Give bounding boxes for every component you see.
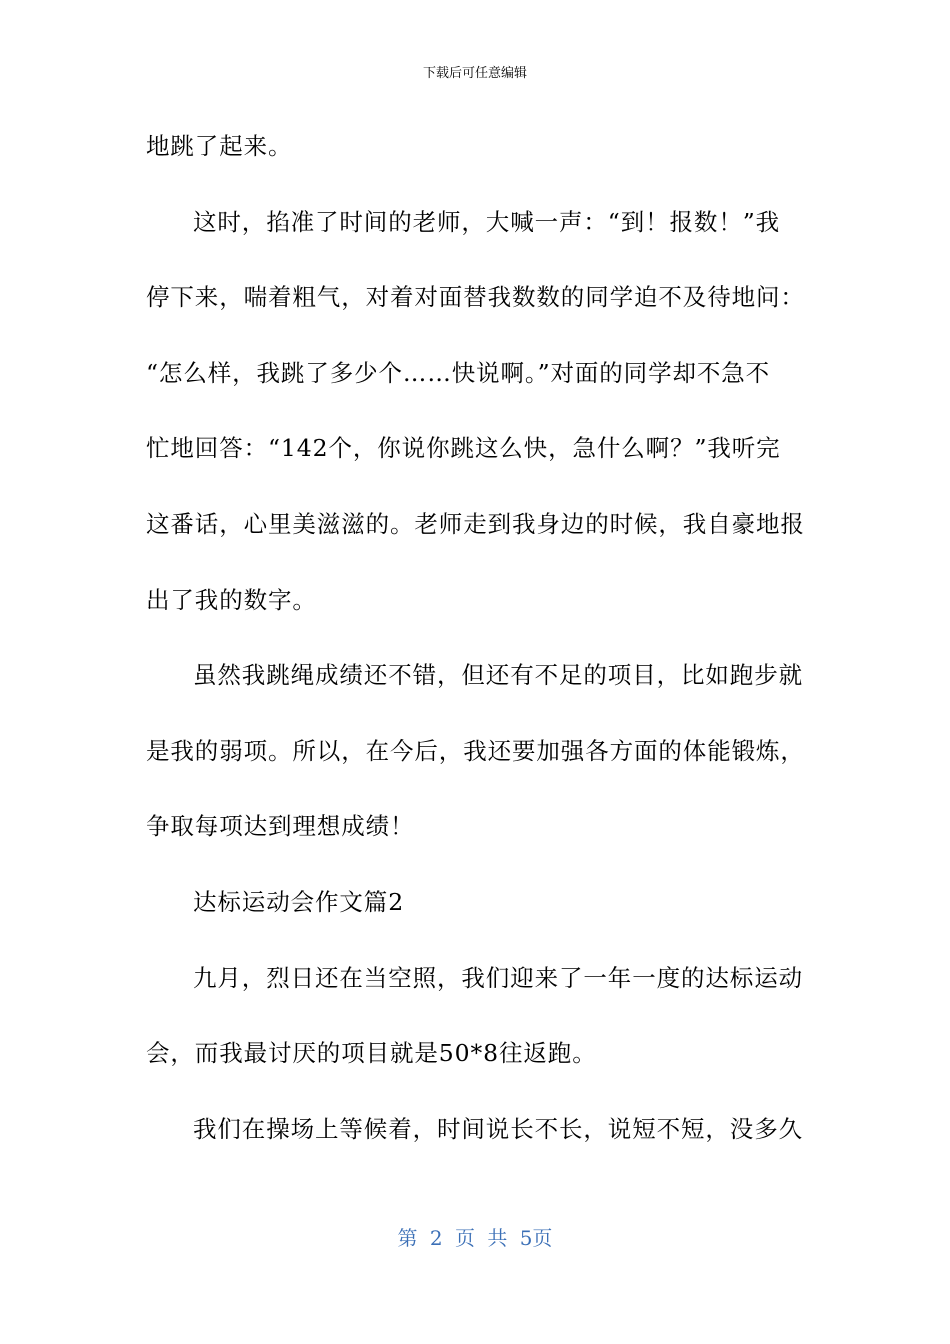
text-line: 地跳了起来。	[146, 132, 293, 160]
text-line: 出了我的数字。	[146, 585, 317, 614]
text-line: 停下来，喘着粗气，对着对面替我数数的同学迫不及待地问：	[146, 283, 805, 312]
text-line: 我们在操场上等候着，时间说长不长，说短不短，没多久	[193, 1114, 803, 1143]
text-line: 忙地回答：“142个，你说你跳这么快，急什么啊？”我听完	[146, 434, 781, 463]
text-line: 争取每项达到理想成绩！	[146, 812, 415, 841]
section-heading: 达标运动会作文篇2	[193, 887, 405, 916]
text-line: 这番话，心里美滋滋的。老师走到我身边的时候，我自豪地报	[146, 509, 805, 538]
text-line: “怎么样，我跳了多少个……快说啊。”对面的同学却不急不	[146, 358, 771, 387]
text-line: 九月，烈日还在当空照，我们迎来了一年一度的达标运动	[193, 963, 803, 992]
text-line: 这时，掐准了时间的老师，大喊一声：“到！报数！”我	[193, 207, 781, 236]
page-footer: 第 2 页 共 5页	[397, 1226, 553, 1250]
text-line: 会，而我最讨厌的项目就是50*8往返跑。	[146, 1039, 597, 1068]
page-header: 下载后可任意编辑	[422, 66, 527, 81]
text-line: 是我的弱项。所以，在今后，我还要加强各方面的体能锻炼，	[146, 736, 805, 765]
text-line: 虽然我跳绳成绩还不错，但还有不足的项目，比如跑步就	[193, 661, 803, 690]
document-body	[146, 116, 805, 1174]
